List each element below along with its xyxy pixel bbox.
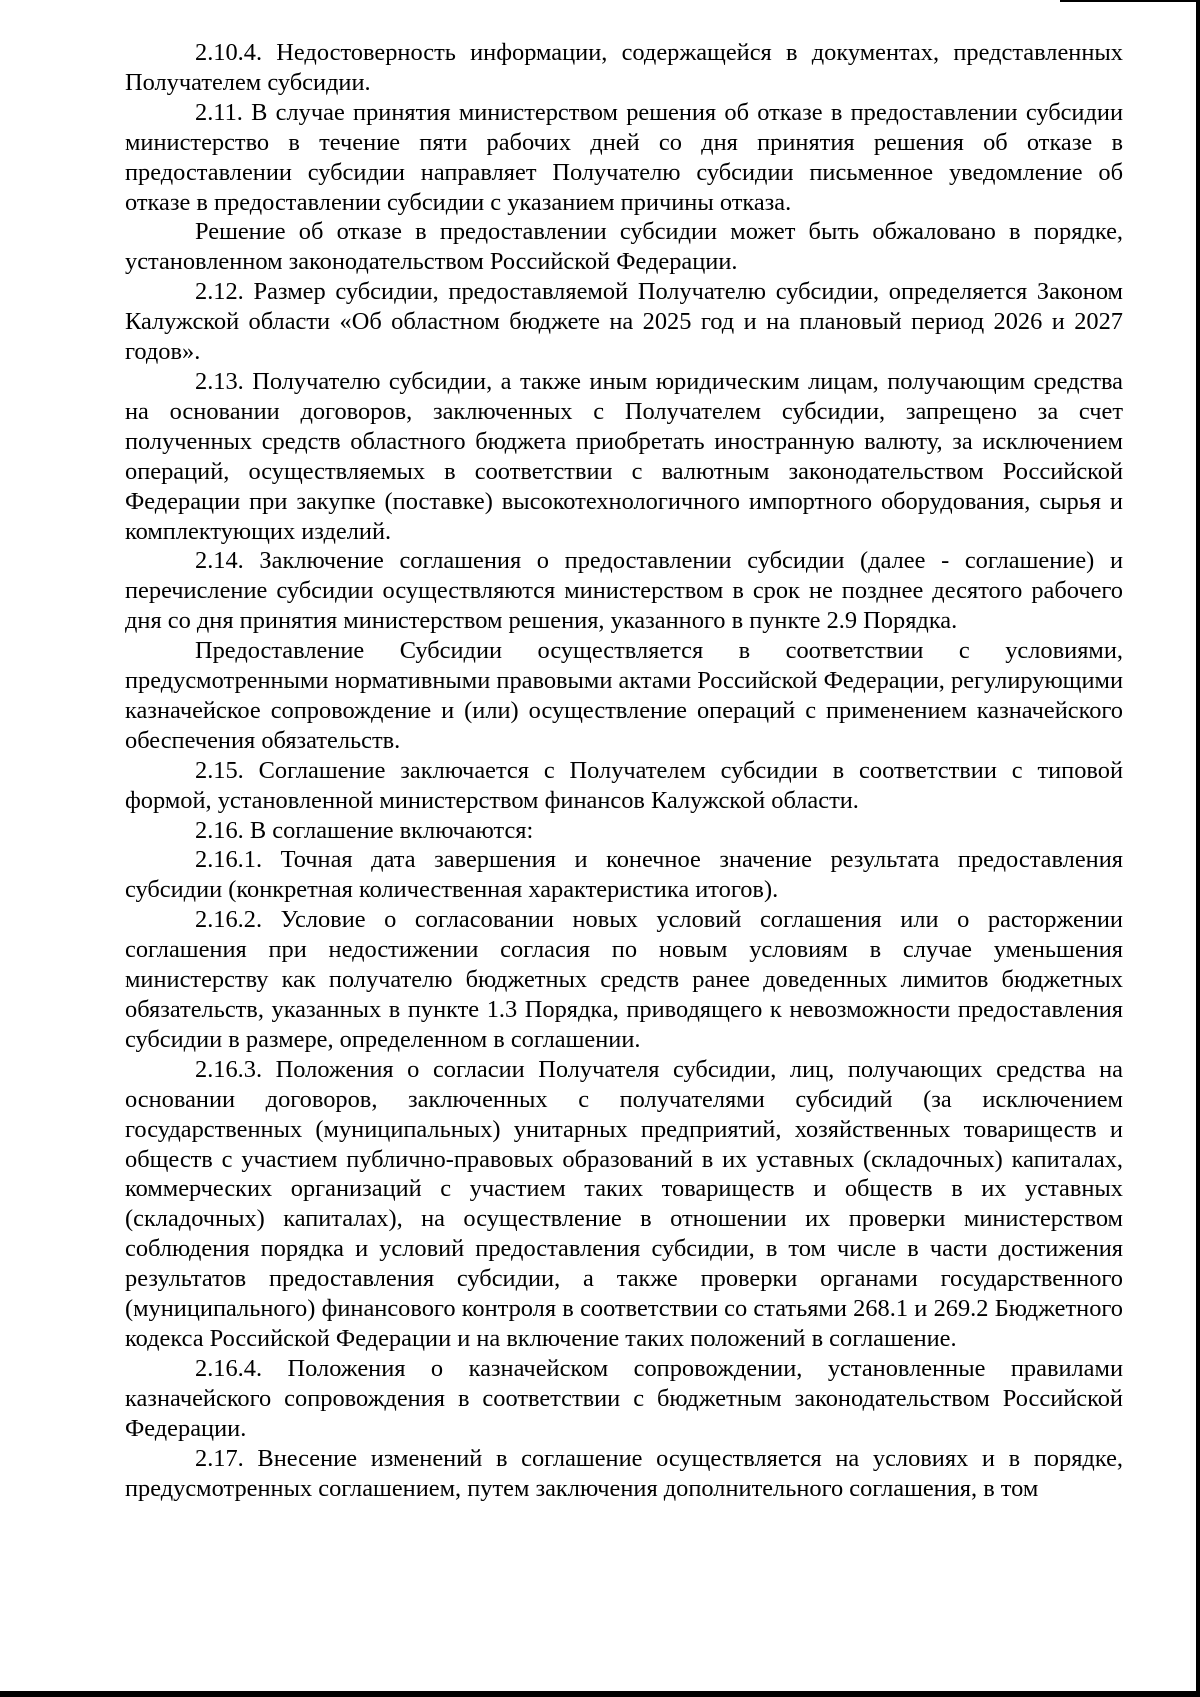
paragraph-2-17: 2.17. Внесение изменений в соглашение осуществляется на условиях и в порядке, предусмотренных соглашением, путем заключения дополнительного соглашения, в том bbox=[125, 1444, 1123, 1502]
paragraph-2-12: 2.12. Размер субсидии, предоставляемой Получателю субсидии, определяется Законом Калужской области «Об областном бюджете на 2025 год и на плановый период 2026 и 2027 годов». bbox=[125, 278, 1123, 366]
document-page bbox=[125, 38, 1123, 1503]
paragraph-2-14: 2.14. Заключение соглашения о предоставлении субсидии (далее - соглашение) и перечисление субсидии осуществляются министерством в срок не позднее десятого рабочего дня со дня принятия министерством решения, указанного в пункте 2.9 Порядка. bbox=[125, 547, 1123, 635]
paragraph-2-11: 2.11. В случае принятия министерством решения об отказе в предоставлении субсидии министерство в течение пяти рабочих дней со дня принятия решения об отказе в предоставлении субсидии направляет Получателю субсидии письменное уведомление об отказе в предоставлении субсидии с указанием причины отказа. bbox=[125, 98, 1123, 216]
scan-edge-bottom bbox=[0, 1691, 1200, 1697]
paragraph-2-16-4: 2.16.4. Положения о казначейском сопровождении, установленные правилами казначейского сопровождения в соответствии с бюджетным законодательством Российской Федерации. bbox=[125, 1354, 1123, 1442]
paragraph-2-10-4: 2.10.4. Недостоверность информации, содержащейся в документах, представленных Получателем субсидии. bbox=[125, 39, 1123, 96]
paragraph-2-14-treasury: Предоставление Субсидии осуществляется в соответствии с условиями, предусмотренными нормативными правовыми актами Российской Федерации, регулирующими казначейское сопровождение и (или) осуществление операций с применением казначейского обеспечения обязательств. bbox=[125, 637, 1123, 754]
paragraph-2-16-2: 2.16.2. Условие о согласовании новых условий соглашения или о расторжении соглашения при недостижении согласия по новым условиям в случае уменьшения министерству как получателю бюджетных средств ранее доведенных лимитов бюджетных обязательств, указанных в пункте 1.3 Порядка, приводящего к невозможности предоставления субсидии в размере, определенном в соглашении. bbox=[125, 906, 1123, 1053]
paragraph-2-11-appeal: Решение об отказе в предоставлении субсидии может быть обжаловано в порядке, установленном законодательством Российской Федерации. bbox=[125, 218, 1123, 276]
scan-edge-top bbox=[1060, 0, 1200, 2]
paragraph-2-15: 2.15. Соглашение заключается с Получателем субсидии в соответствии с типовой формой, установленной министерством финансов Калужской области. bbox=[125, 756, 1123, 814]
paragraph-2-16-1: 2.16.1. Точная дата завершения и конечное значение результата предоставления субсидии (конкретная количественная характеристика итогов). bbox=[125, 846, 1123, 904]
scan-edge-right bbox=[1196, 0, 1200, 1697]
paragraph-2-16: 2.16. В соглашение включаются: bbox=[195, 816, 534, 844]
paragraph-2-16-3: 2.16.3. Положения о согласии Получателя субсидии, лиц, получающих средства на основании договоров, заключенных с получателями субсидий (за исключением государственных (муниципальных) унитарных предприятий, хозяйственных товариществ и обществ с участием публично-правовых образований в их уставных (складочных) капиталах, коммерческих организаций с участием таких товариществ и обществ в их уставных (складочных) капиталах), на осуществление в отношении их проверки министерством соблюдения порядка и условий предоставления субсидии, в том числе в части достижения результатов предоставления субсидии, а также проверки органами государственного (муниципального) финансового контроля в соответствии со статьями 268.1 и 269.2 Бюджетного кодекса Российской Федерации и на включение таких положений в соглашение. bbox=[125, 1055, 1123, 1352]
paragraph-2-13: 2.13. Получателю субсидии, а также иным юридическим лицам, получающим средства на основании договоров, заключенных с Получателем субсидии, запрещено за счет полученных средств областного бюджета приобретать иностранную валюту, за исключением операций, осуществляемых в соответствии с валютным законодательством Российской Федерации при закупке (поставке) высокотехнологичного импортного оборудования, сырья и комплектующих изделий. bbox=[125, 367, 1123, 545]
